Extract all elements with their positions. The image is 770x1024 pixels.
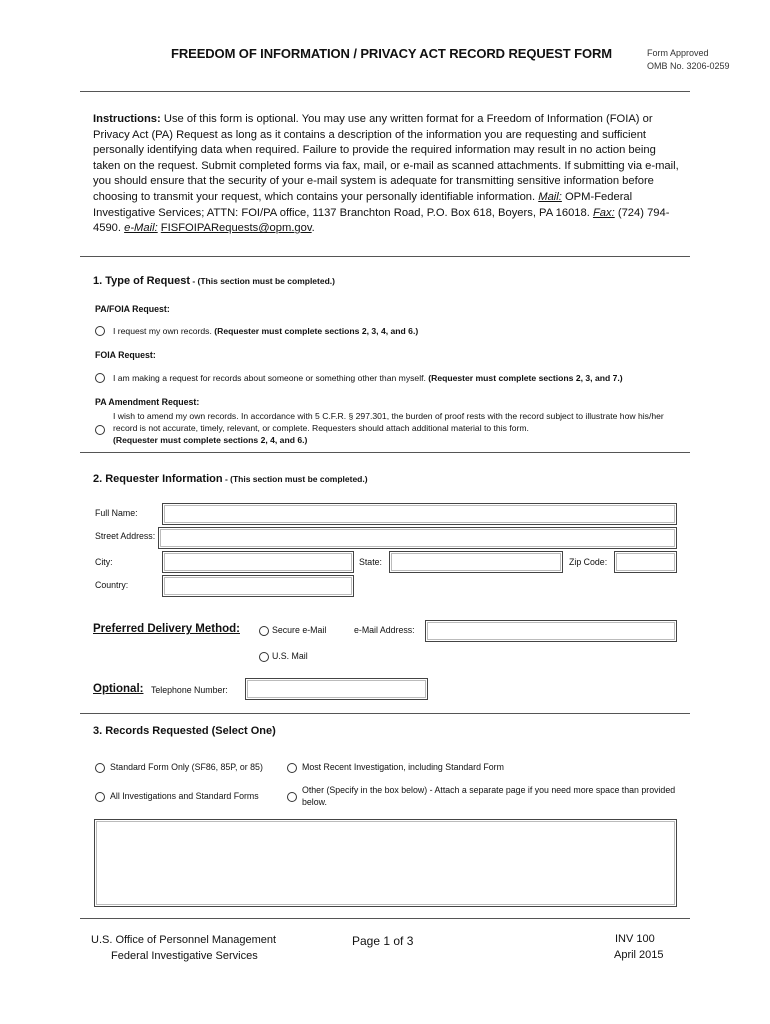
- divider: [80, 452, 690, 453]
- country-field[interactable]: [162, 575, 354, 597]
- divider: [80, 91, 690, 92]
- email-address-field[interactable]: [425, 620, 677, 642]
- zip-label: Zip Code:: [569, 557, 608, 567]
- amend-requirement: (Requester must complete sections 2, 4, and 6.): [113, 435, 308, 445]
- form-approval: [647, 47, 730, 73]
- delivery-method-label: Preferred Delivery Method:: [93, 623, 240, 635]
- foia-radio[interactable]: [95, 373, 105, 383]
- us-mail-radio[interactable]: [259, 652, 269, 662]
- pa-foia-option: [113, 325, 418, 337]
- form-date: April 2015: [614, 949, 664, 961]
- email-label: e-Mail:: [124, 222, 158, 235]
- pa-foia-option-text: I request my own records.: [113, 326, 215, 336]
- fax-label: Fax:: [592, 206, 615, 219]
- telephone-label: Telephone Number:: [151, 685, 228, 695]
- footer-organization: [91, 932, 276, 964]
- section3-title: 3. Records Requested (Select One): [93, 725, 276, 737]
- pa-foia-radio[interactable]: [95, 326, 105, 336]
- section2-note: - (This section must be completed.): [222, 474, 368, 484]
- instructions-label: Instructions:: [93, 113, 161, 125]
- email-end: .: [311, 222, 315, 235]
- foia-option-text: I am making a request for records about someone or something other than myself.: [113, 373, 429, 383]
- form-title: FREEDOM OF INFORMATION / PRIVACY ACT RECORD REQUEST FORM: [171, 46, 612, 61]
- recent-investigation-label: Most Recent Investigation, including Standard Form: [302, 762, 504, 772]
- section2-heading: [93, 469, 368, 487]
- divider: [80, 256, 690, 257]
- pa-foia-requirement: (Requester must complete sections 2, 3, 4, and 6.): [214, 326, 419, 336]
- divider: [80, 713, 690, 714]
- secure-email-radio[interactable]: [259, 626, 269, 636]
- fax-number: (724) 794-4590.: [93, 206, 670, 235]
- other-radio[interactable]: [287, 792, 297, 802]
- zip-field[interactable]: [614, 551, 677, 573]
- standard-form-label: Standard Form Only (SF86, 85P, or 85): [110, 762, 263, 772]
- section2-title: 2. Requester Information: [93, 473, 223, 485]
- street-label: Street Address:: [95, 531, 156, 541]
- email-link[interactable]: FISFOIPARequests@opm.gov: [160, 222, 312, 235]
- amend-option: [113, 410, 678, 446]
- state-field[interactable]: [389, 551, 563, 573]
- city-label: City:: [95, 557, 113, 567]
- instructions-body: Use of this form is optional. You may use any written format for a Freedom of Information (FOIA) or Privacy Act (PA) Request as long as it contains a description of the information you are requesting and sufficient personally identifying data when required. Failure to provide the required information may result in no action being taken on the request. Submit completed forms via fax, mail, or e-mail as scanned attachments. If submitting via e-mail, you should ensure that the security of your e-mail system is adequate for transmitting sensitive information before choosing to transmit your request, which contains your personally identifiable information.: [93, 113, 679, 203]
- footer-org-line1: U.S. Office of Personnel Management: [91, 934, 277, 946]
- amend-option-text: I wish to amend my own records. In accordance with 5 C.F.R. § 297.301, the burden of proof rests with the record subject to illustrate how his/her record is not accurate, timely, relevant, or complete. Requesters should attach additional material to this form.: [113, 411, 664, 433]
- us-mail-label: U.S. Mail: [272, 651, 308, 661]
- amend-radio[interactable]: [95, 425, 105, 435]
- optional-label: Optional:: [93, 683, 144, 695]
- all-investigations-radio[interactable]: [95, 792, 105, 802]
- foia-label: FOIA Request:: [95, 350, 156, 360]
- telephone-field[interactable]: [245, 678, 428, 700]
- country-label: Country:: [95, 580, 129, 590]
- mail-address: OPM-Federal Investigative Services; ATTN: FOI/PA office, 1137 Branchton Road, P.O. Box 618, Boyers, PA 16018.: [93, 190, 633, 219]
- other-label: Other (Specify in the box below) - Attach a separate page if you need more space than provided below.: [302, 785, 676, 807]
- email-address-label: e-Mail Address:: [354, 625, 415, 635]
- form-id: INV 100: [615, 933, 655, 945]
- section1-heading: [93, 271, 335, 289]
- all-investigations-label: All Investigations and Standard Forms: [110, 791, 259, 801]
- section1-note: - (This section must be completed.): [189, 276, 335, 286]
- omb-number: OMB No. 3206-0259: [647, 61, 730, 71]
- secure-email-label: Secure e-Mail: [272, 625, 327, 635]
- approval-label: Form Approved: [647, 48, 709, 58]
- divider: [80, 918, 690, 919]
- foia-requirement: (Requester must complete sections 2, 3, and 7.): [428, 373, 623, 383]
- standard-form-radio[interactable]: [95, 763, 105, 773]
- city-field[interactable]: [162, 551, 354, 573]
- page-number: Page 1 of 3: [352, 934, 414, 948]
- recent-investigation-radio[interactable]: [287, 763, 297, 773]
- footer-form-info: [614, 931, 664, 963]
- street-field[interactable]: [158, 527, 677, 549]
- full-name-field[interactable]: [162, 503, 677, 525]
- other-records-textarea[interactable]: [94, 819, 677, 907]
- section1-title: 1. Type of Request: [93, 275, 190, 287]
- amend-label: PA Amendment Request:: [95, 397, 200, 407]
- state-label: State:: [359, 557, 382, 567]
- full-name-label: Full Name:: [95, 508, 138, 518]
- pa-foia-label: PA/FOIA Request:: [95, 304, 170, 314]
- mail-label: Mail:: [538, 190, 562, 203]
- foia-option: [113, 372, 623, 384]
- footer-org-line2: Federal Investigative Services: [111, 950, 258, 962]
- instructions-block: [93, 112, 683, 237]
